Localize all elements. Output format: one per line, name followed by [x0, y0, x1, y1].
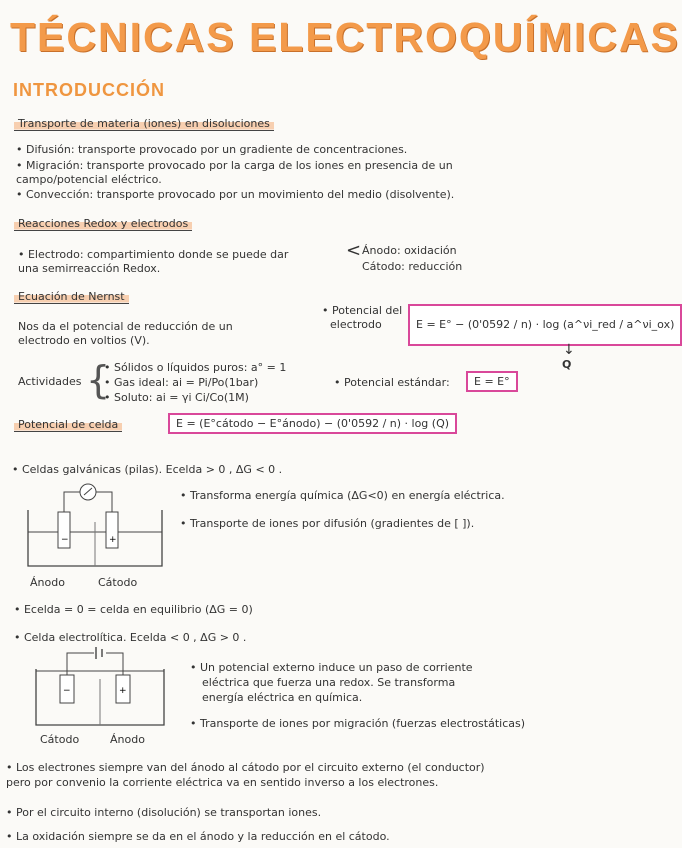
text-elec-b1: • Un potencial externo induce un paso de corriente — [190, 661, 473, 674]
svg-text:−: − — [63, 686, 71, 696]
text-galv-b2: • Transporte de iones por difusión (gradientes de [ ]). — [180, 517, 475, 530]
text-migracion: • Migración: transporte provocado por la carga de los iones en presencia de un — [16, 159, 453, 172]
svg-text:−: − — [61, 535, 69, 545]
label-potencial: • Potencial del — [322, 304, 403, 317]
text-gas: • Gas ideal: ai = Pi/Po(1bar) — [104, 376, 259, 389]
std-potential-box: E = E° — [466, 371, 518, 392]
text-celdas-galvanicas: • Celdas galvánicas (pilas). Ecelda > 0 , ΔG < 0 . — [12, 463, 283, 476]
text-elec-b1-2: eléctrica que fuerza una redox. Se transforma — [202, 676, 456, 689]
heading-nernst: Ecuación de Nernst — [14, 290, 129, 303]
text-final-4: • La oxidación siempre se da en el ánodo y la reducción en el cátodo. — [6, 830, 390, 843]
text-soluto: • Soluto: ai = γi Ci/Co(1M) — [104, 391, 249, 404]
heading-potencial-celda: Potencial de celda — [14, 418, 122, 431]
label-anodo: Ánodo — [30, 576, 65, 589]
text-celda-electrolitica: • Celda electrolítica. Ecelda < 0 , ΔG > 0 . — [14, 631, 247, 644]
brace-left-icon: { — [86, 358, 111, 402]
text-electrodo-2: una semirreacción Redox. — [18, 262, 161, 275]
text-elec-b2: • Transporte de iones por migración (fuerzas electrostáticas) — [190, 717, 526, 730]
arrow-down-icon: ↓ — [563, 342, 575, 358]
label-actividades: Actividades — [18, 375, 82, 388]
nernst-equation-box: E = E° − (0'0592 / n) · log (a^νi_red / a^νi_ox) — [408, 304, 682, 346]
text-final-1: • Los electrones siempre van del ánodo al cátodo por el circuito externo (el conductor) — [6, 761, 485, 774]
label-catodo: Cátodo — [98, 576, 138, 589]
label-potencial-estandar: • Potencial estándar: — [334, 376, 450, 389]
label-anodo-electrolitica: Ánodo — [110, 733, 145, 746]
brace-icon: < — [346, 240, 362, 261]
heading-redox: Reacciones Redox y electrodos — [14, 217, 192, 230]
svg-text:+: + — [119, 686, 127, 696]
text-conveccion: • Convección: transporte provocado por un movimiento del medio (disolvente). — [16, 188, 455, 201]
page-title: TÉCNICAS ELECTROQUÍMICAS — [10, 14, 680, 60]
label-q: Q — [562, 358, 572, 371]
heading-transporte: Transporte de materia (iones) en disoluciones — [14, 117, 274, 130]
text-solidos: • Sólidos o líquidos puros: a° = 1 — [104, 361, 287, 374]
text-galv-b1: • Transforma energía química (ΔG<0) en energía eléctrica. — [180, 489, 505, 502]
svg-text:+: + — [109, 535, 117, 545]
text-equilibrio: • Ecelda = 0 = celda en equilibrio (ΔG = 0) — [14, 603, 253, 616]
text-elec-b1-3: energía eléctrica en química. — [202, 691, 363, 704]
text-difusion: • Difusión: transporte provocado por un gradiente de concentraciones. — [16, 143, 408, 156]
text-nernst-desc-2: electrodo en voltios (V). — [18, 334, 150, 347]
electrolytic-cell-diagram — [30, 645, 170, 731]
label-potencial-2: electrodo — [330, 318, 382, 331]
text-nernst-desc: Nos da el potencial de reducción de un — [18, 320, 233, 333]
text-electrodo: • Electrodo: compartimiento donde se puede dar — [18, 248, 289, 261]
galvanic-cell-diagram — [20, 482, 170, 574]
section-intro: INTRODUCCIÓN — [13, 80, 165, 100]
text-final-3: • Por el circuito interno (disolución) se transportan iones. — [6, 806, 322, 819]
text-anodo-oxidacion: Ánodo: oxidación — [362, 244, 457, 257]
label-catodo-electrolitica: Cátodo — [40, 733, 80, 746]
text-final-2: pero por convenio la corriente eléctrica va en sentido inverso a los electrones. — [6, 776, 439, 789]
cell-potential-box: E = (E°cátodo − E°ánodo) − (0'0592 / n) · log (Q) — [168, 413, 457, 434]
text-migracion-2: campo/potencial eléctrico. — [16, 173, 162, 186]
text-catodo-reduccion: Cátodo: reducción — [362, 260, 463, 273]
